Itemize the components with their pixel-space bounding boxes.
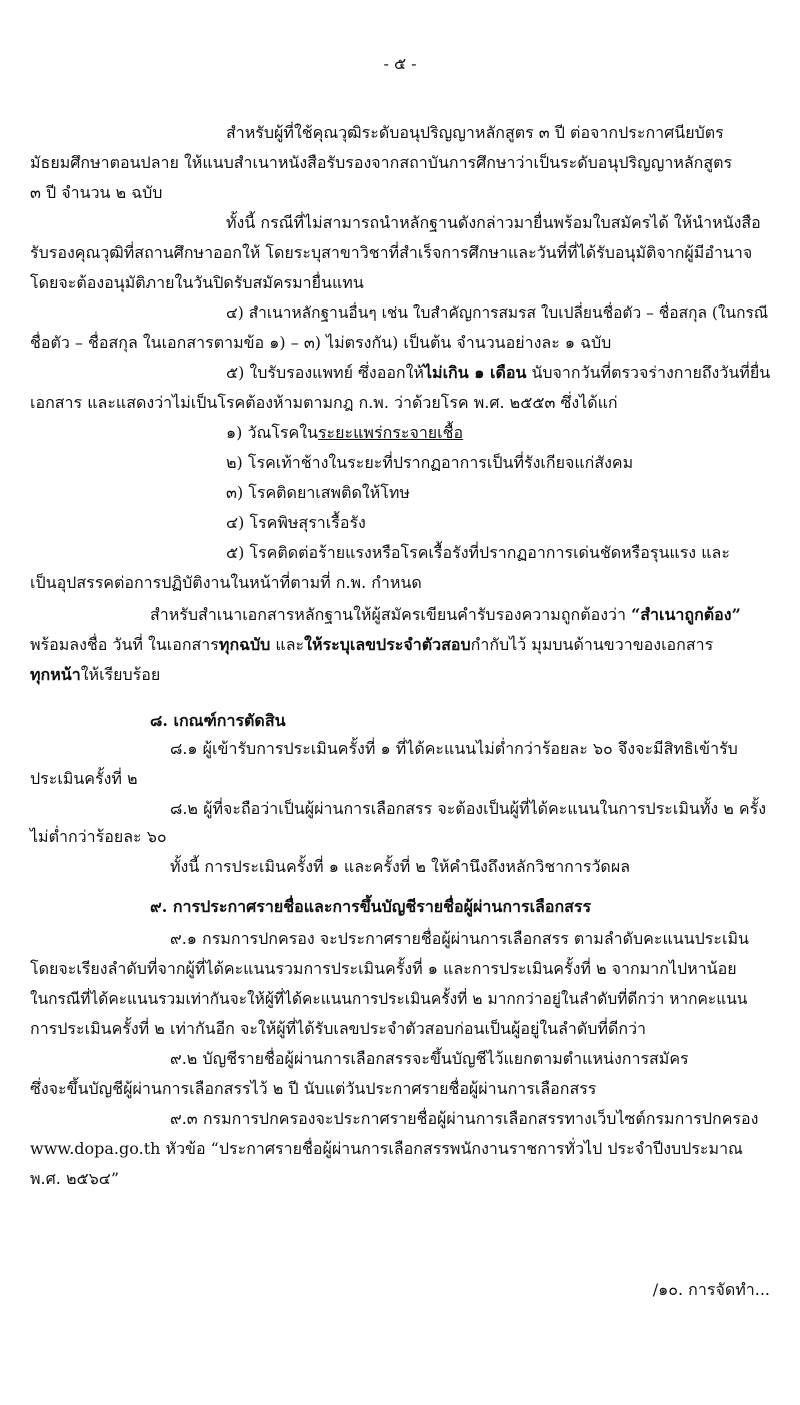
section-9-line: ๙.๓ กรมการปกครองจะประกาศรายชื่อผู้ผ่านการเลือกสรรทางเว็บไซต์กรมการปกครอง [170, 1109, 759, 1128]
disease-item: ๔) โรคพิษสุราเรื้อรัง [226, 513, 366, 532]
section-8-line: ๘.๒ ผู้ที่จะถือว่าเป็นผู้ผ่านการเลือกสรร จะต้องเป็นผู้ที่ได้คะแนนในการประเมินทั้ง ๒ ครั้ง [170, 799, 767, 818]
section-8-note: ทั้งนี้ การประเมินครั้งที่ ๑ และครั้งที่ ๒ ให้คำนึงถึงหลักวิชาการวัดผล [170, 857, 630, 876]
disease-text: ๑) วัณโรคใน [226, 423, 318, 442]
paragraph-line: ๓ ปี จำนวน ๒ ฉบับ [30, 183, 163, 202]
paragraph-line: สำหรับผู้ที่ใช้คุณวุฒิระดับอนุปริญญาหลักสูตร ๓ ปี ต่อจากประกาศนียบัตร [226, 123, 724, 142]
copies-text: สำหรับสำเนาเอกสารหลักฐานให้ผู้สมัครเขียนคำรับรองความถูกต้องว่า [150, 605, 632, 624]
copies-text: กำกับไว้ มุมบนด้านขวาของเอกสาร [470, 635, 714, 654]
paragraph-line: โดยจะต้องอนุมัติภายในวันปิดรับสมัครมายื่นแทน [30, 273, 364, 292]
paragraph-line: รับรองคุณวุฒิที่สถานศึกษาออกให้ โดยระบุสาขาวิชาที่สำเร็จการศึกษาและวันที่ที่ได้รับอนุมัติจากผู้มีอำนาจ [30, 243, 753, 262]
paragraph-line: ทั้งนี้ กรณีที่ไม่สามารถนำหลักฐานดังกล่าวมายื่นพร้อมใบสมัครได้ ให้นำหนังสือ [226, 213, 761, 232]
disease-item [226, 418, 463, 448]
section-8-line: ๘.๑ ผู้เข้ารับการประเมินครั้งที่ ๑ ที่ได้คะแนนไม่ต่ำกว่าร้อยละ ๖๐ จึงจะมีสิทธิเข้ารับ [170, 739, 738, 758]
copies-text: และ [270, 635, 305, 654]
item-5-bold: ไม่เกิน ๑ เดือน [423, 363, 527, 382]
copies-bold: ทุกฉบับ [218, 635, 271, 654]
section-9-line: ๙.๒ บัญชีรายชื่อผู้ผ่านการเลือกสรรจะขึ้นบัญชีไว้แยกตามตำแหน่งการสมัคร [170, 1049, 689, 1068]
copies-line [30, 630, 713, 660]
copies-bold: “สำเนาถูกต้อง” [631, 605, 741, 624]
section-8-line: ไม่ต่ำกว่าร้อยละ ๖๐ [30, 827, 167, 846]
disease-item: ๓) โรคติดยาเสพติดให้โทษ [226, 483, 410, 502]
item-5-line [226, 358, 770, 388]
copies-text: ให้เรียบร้อย [80, 665, 161, 684]
section-9-title: ๙. การประกาศรายชื่อและการขึ้นบัญชีรายชื่อผู้ผ่านการเลือกสรร [150, 897, 592, 916]
section-9-line: ๙.๑ กรมการปกครอง จะประกาศรายชื่อผู้ผ่านการเลือกสรร ตามลำดับคะแนนประเมิน [170, 929, 749, 948]
disease-item: เป็นอุปสรรคต่อการปฏิบัติงานในหน้าที่ตามที่ ก.พ. กำหนด [30, 573, 422, 592]
section-9-line: www.dopa.go.th หัวข้อ “ประกาศรายชื่อผู้ผ่านการเลือกสรรพนักงานราชการทั่วไป ประจำปีงบประมาณ [30, 1139, 743, 1158]
copies-line [150, 600, 741, 630]
section-9-line: การประเมินครั้งที่ ๒ เท่ากันอีก จะให้ผู้ที่ได้รับเลขประจำตัวสอบก่อนเป็นผู้อยู่ในลำดับที่ดีกว่า [30, 1019, 647, 1038]
item-4-line: ชื่อตัว – ชื่อสกุล ในเอกสารตามข้อ ๑) – ๓) ไม่ตรงกัน) เป็นต้น จำนวนอย่างละ ๑ ฉบับ [30, 333, 612, 352]
continuation-note: /๑๐. การจัดทำ... [652, 1280, 770, 1299]
item-5-line: เอกสาร และแสดงว่าไม่เป็นโรคต้องห้ามตามกฎ ก.พ. ว่าด้วยโรค พ.ศ. ๒๕๕๓ ซึ่งได้แก่ [30, 393, 618, 412]
section-8-line: ประเมินครั้งที่ ๒ [30, 769, 138, 788]
section-9-line: โดยจะเรียงลำดับที่จากผู้ที่ได้คะแนนรวมการประเมินครั้งที่ ๑ และการประเมินครั้งที่ ๒ จากมากไปหาน้อย [30, 959, 737, 978]
section-8-title: ๘. เกณฑ์การตัดสิน [150, 711, 286, 730]
item-5-text: ๕) ใบรับรองแพทย์ ซึ่งออกให้ [226, 363, 424, 382]
copies-line [30, 660, 160, 690]
copies-bold: ทุกหน้า [30, 665, 81, 684]
section-9-line: พ.ศ. ๒๕๖๔” [30, 1169, 120, 1188]
copies-text: พร้อมลงชื่อ วันที่ ในเอกสาร [30, 635, 219, 654]
copies-bold: ให้ระบุเลขประจำตัวสอบ [304, 635, 471, 654]
disease-item: ๒) โรคเท้าช้างในระยะที่ปรากฏอาการเป็นที่รังเกียจแก่สังคม [226, 453, 634, 472]
page-number: - ๕ - [383, 54, 417, 73]
paragraph-line: มัธยมศึกษาตอนปลาย ให้แนบสำเนาหนังสือรับรองจากสถาบันการศึกษาว่าเป็นระดับอนุปริญญาหลักสูตร [30, 153, 733, 172]
disease-item: ๕) โรคติดต่อร้ายแรงหรือโรคเรื้อรังที่ปรากฏอาการเด่นชัดหรือรุนแรง และ [226, 543, 730, 562]
section-9-line: ในกรณีที่ได้คะแนนรวมเท่ากันจะให้ผู้ที่ได้คะแนนการประเมินครั้งที่ ๒ มากกว่าอยู่ในลำดับที่ดีกว่า หากคะแนน [30, 990, 748, 1008]
section-9-line: ซึ่งจะขึ้นบัญชีผู้ผ่านการเลือกสรรไว้ ๒ ปี นับแต่วันประกาศรายชื่อผู้ผ่านการเลือกสรร [30, 1079, 597, 1098]
disease-underlined: ระยะแพร่กระจายเชื้อ [317, 423, 464, 442]
item-5-text: นับจากวันที่ตรวจร่างกายถึงวันที่ยื่น [526, 363, 771, 382]
item-4-line: ๔) สำเนาหลักฐานอื่นๆ เช่น ใบสำคัญการสมรส ใบเปลี่ยนชื่อตัว – ชื่อสกุล (ในกรณี [226, 304, 769, 322]
